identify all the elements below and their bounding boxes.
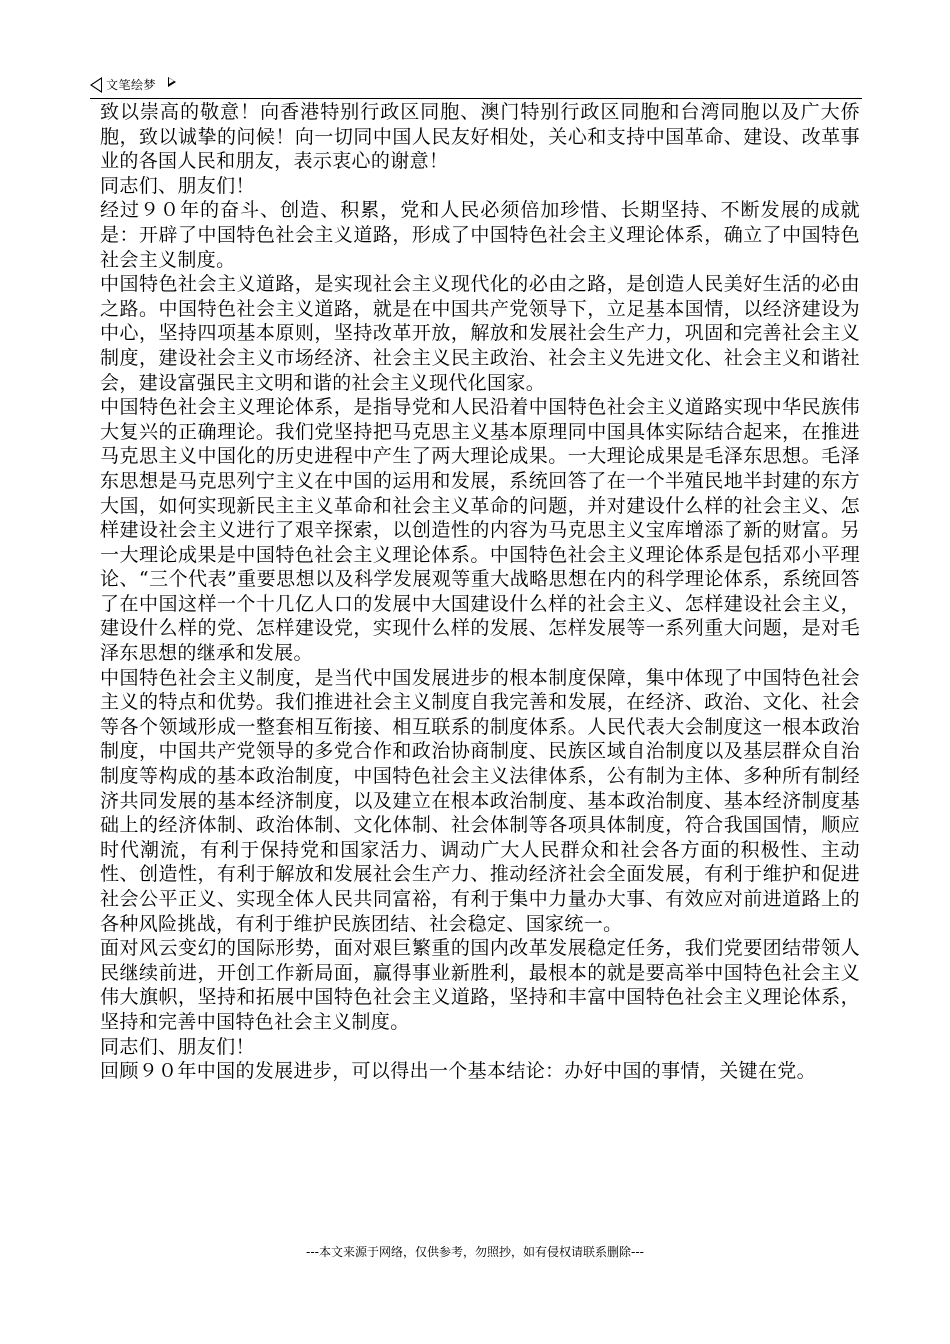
paragraph: 中国特色社会主义制度，是当代中国发展进步的根本制度保障，集中体现了中国特色社会主义的特点和优势。我们推进社会主义制度自我完善和发展，在经济、政治、文化、社会等各个领域形成一整套相互衔接、相互联系的制度体系。人民代表大会制度这一根本政治制度，中国共产党领导的多党合作和政治协商制度、民族区域自治制度以及基层群众自治制度等构成的基本政治制度，中国特色社会主义法律体系，公有制为主体、多种所有制经济共同发展的基本经济制度，以及建立在根本政治制度、基本政治制度、基本经济制度基础上的经济体制、政治体制、文化体制、社会体制等各项具体制度，符合我国国情，顺应时代潮流，有利于保持党和国家活力、调动广大人民群众和社会各方面的积极性、主动性、创造性，有利于解放和发展社会生产力、推动经济社会全面发展，有利于维护和促进社会公平正义、实现全体人民共同富裕，有利于集中力量办大事、有效应对前进道路上的各种风险挑战，有利于维护民族团结、社会稳定、国家统一。 [100,666,860,935]
paragraph: 中国特色社会主义理论体系，是指导党和人民沿着中国特色社会主义道路实现中华民族伟大复兴的正确理论。我们党坚持把马克思主义基本原理同中国具体实际结合起来，在推进马克思主义中国化的历史进程中产生了两大理论成果。一大理论成果是毛泽东思想。毛泽东思想是马克思列宁主义在中国的运用和发展，系统回答了在一个半殖民地半封建的东方大国，如何实现新民主主义革命和社会主义革命的问题，并对建设什么样的社会主义、怎样建设社会主义进行了艰辛探索，以创造性的内容为马克思主义宝库增添了新的财富。另一大理论成果是中国特色社会主义理论体系。中国特色社会主义理论体系是包括邓小平理论、“三个代表”重要思想以及科学发展观等重大战略思想在内的科学理论体系，系统回答了在中国这样一个十几亿人口的发展中大国建设什么样的社会主义、怎样建设社会主义，建设什么样的党、怎样建设党，实现什么样的发展、怎样发展等一系列重大问题，是对毛泽东思想的继承和发展。 [100,396,860,665]
source-notice: ---本文来源于网络，仅供参考，勿照抄，如有侵权请联系删除--- [306,1245,644,1259]
paragraph: 同志们、朋友们！ [100,1035,255,1058]
document-body [100,100,860,1084]
left-triangle-icon [90,77,102,93]
paragraph: 致以崇高的敬意！向香港特别行政区同胞、澳门特别行政区同胞和台湾同胞以及广大侨胞，致以诚挚的问候！向一切同中国人民友好相处，关心和支持中国革命、建设、改革事业的各国人民和朋友，表示衷心的谢意！ [100,101,860,173]
paragraph: 回顾９０年中国的发展进步，可以得出一个基本结论：办好中国的事情，关键在党。 [100,1060,816,1083]
brand-logo [90,76,176,93]
paragraph: 中国特色社会主义道路，是实现社会主义现代化的必由之路，是创造人民美好生活的必由之路。中国特色社会主义道路，就是在中国共产党领导下，立足基本国情，以经济建设为中心，坚持四项基本原则，坚持改革开放，解放和发展社会生产力，巩固和完善社会主义制度，建设社会主义市场经济、社会主义民主政治、社会主义先进文化、社会主义和谐社会，建设富强民主文明和谐的社会主义现代化国家。 [100,273,860,394]
brand-name: 文笔绘梦 [106,78,157,92]
paragraph: 同志们、朋友们！ [100,174,255,197]
paragraph: 面对风云变幻的国际形势，面对艰巨繁重的国内改革发展稳定任务，我们党要团结带领人民继续前进，开创工作新局面，赢得事业新胜利，最根本的就是要高举中国特色社会主义伟大旗帜，坚持和拓展中国特色社会主义道路，坚持和丰富中国特色社会主义理论体系，坚持和完善中国特色社会主义制度。 [100,937,860,1033]
page-header [90,72,862,99]
right-triangle-icon [168,77,176,87]
paragraph: 经过９０年的奋斗、创造、积累，党和人民必须倍加珍惜、长期坚持、不断发展的成就是：开辟了中国特色社会主义道路，形成了中国特色社会主义理论体系，确立了中国特色社会主义制度。 [100,199,860,271]
